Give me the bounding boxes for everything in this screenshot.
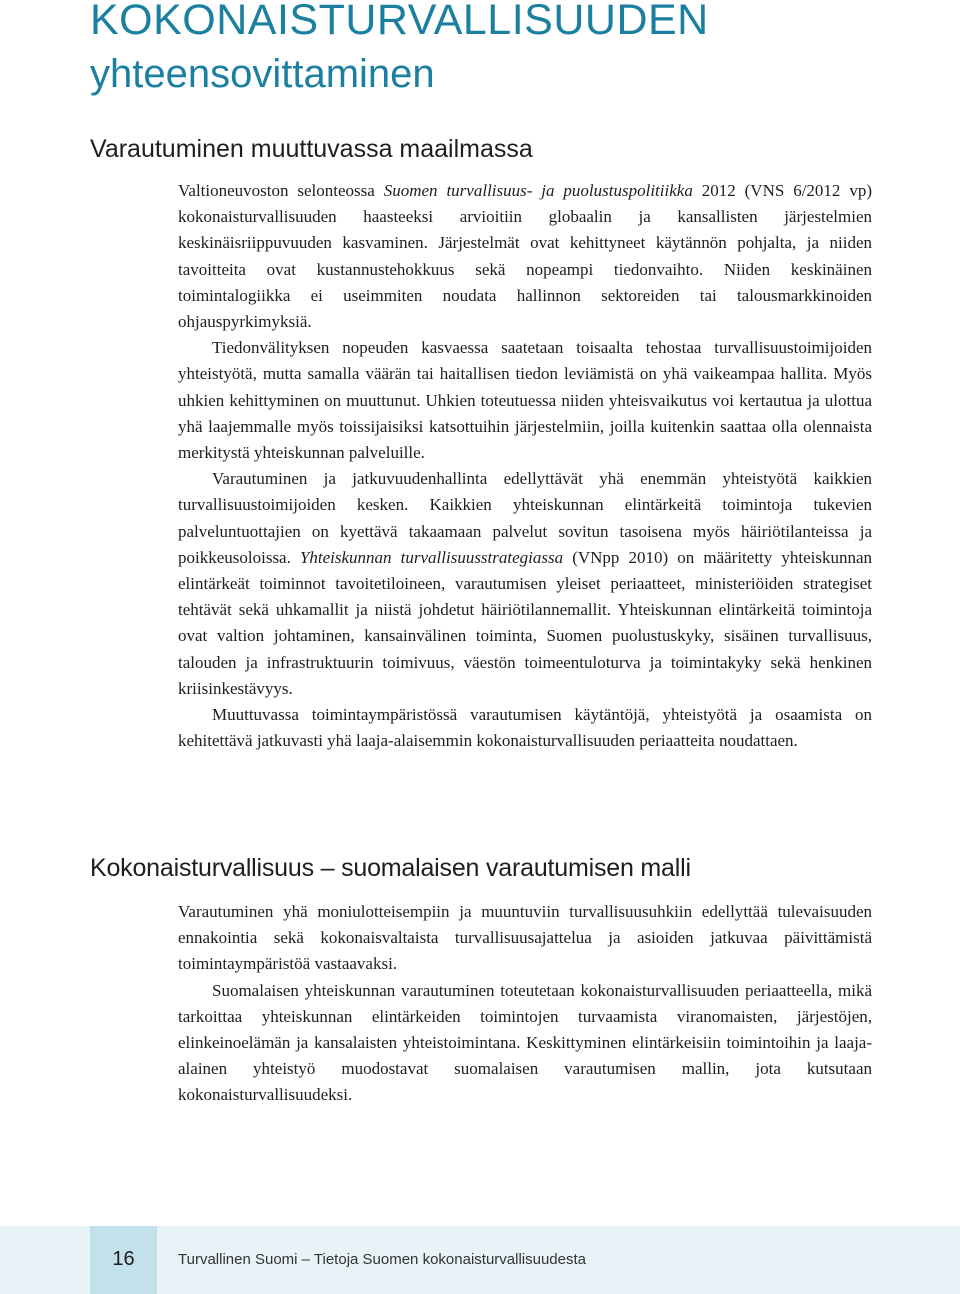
paragraph: Muuttuvassa toimintaympäristössä varautumisen käytäntöjä, yhteistyötä ja osaamista on kehitettävä jatkuvasti yhä laaja-alaisemmin kokonaisturvallisuuden periaatteita noudattaen. <box>178 705 872 751</box>
page-number: 16 <box>112 1248 135 1270</box>
paragraph: Suomalaisen yhteiskunnan varautuminen toteutetaan kokonaisturvallisuuden periaatteella, mikä tarkoittaa yhteiskunnan elintärkeiden toimintojen turvaamista viranomaisten, järjestöjen, elinkeinoelämän ja kansalaisten yhteistoimintana. Keskittyminen elintärkeisiin toimintoihin ja laaja-alainen yhteistyö muodostavat suomalaisen varautumisen mallin, jota kutsutaan kokonaisturvallisuudeksi. <box>178 980 872 1105</box>
page-number-box <box>90 1226 157 1294</box>
footer-publication-title: Turvallinen Suomi – Tietoja Suomen kokonaisturvallisuudesta <box>178 1251 586 1268</box>
paragraph: Valtioneuvoston selonteossa Suomen turvallisuus- ja puolustuspolitiikka 2012 (VNS 6/2012 vp) kokonaisturvallisuuden haasteeksi arvioitiin globaalin ja kansallisten järjestelmien keskinäisriippuvuuden kasvaminen. Järjestelmät ovat kehittyneet käytännön pohjalta, ja niiden tavoitteita ovat kustannustehokkuus sekä nopeampi tiedonvaihto. Niiden keskinäinen toimintalogiikka ei useimmiten noudata hallinnon sektoreiden tai talousmarkkinoiden ohjauspyrkimyksiä. <box>178 181 872 332</box>
paragraph: Varautuminen yhä moniulotteisempiin ja muuntuviin turvallisuusuhkiin edellyttää tulevaisuuden ennakointia sekä kokonaisvaltaista turvallisuusajattelua ja asioiden jatkuvaa päivittämistä toimintaympäristöä vastaavaksi. <box>178 902 872 974</box>
section-body-varautuminen <box>178 178 872 754</box>
page-subtitle: yhteensovittaminen <box>90 52 435 96</box>
section-heading-varautuminen: Varautuminen muuttuvassa maailmassa <box>90 135 533 163</box>
publication-title-italic: Suomen turvallisuus- ja puolustuspolitiikka <box>383 181 693 200</box>
strategy-title-italic: Yhteiskunnan turvallisuusstrategiassa <box>299 547 564 567</box>
paragraph: Varautuminen ja jatkuvuudenhallinta edellyttävät yhä enemmän yhteistyötä kaikkien turvallisuustoimijoiden kesken. Kaikkien yhteiskunnan elintärkeitä toimintoja tukevien palveluntuottajien on kyettävä takaamaan palvelut sovitun tasoisena myös häiriötilanteissa ja poikkeusoloissa. Yhteiskunnan turvallisuusstrategiassa (VNpp 2010) on määritetty yhteiskunnan elintärkeät toiminnot tavoitetiloineen, varautumisen yleiset periaatteet, ministeriöiden strategiset tehtävät sekä uhkamallit ja niistä johdetut häiriötilannemallit. Yhteiskunnan elintärkeitä toimintoja ovat valtion johtaminen, kansainvälinen toiminta, Suomen puolustuskyky, sisäinen turvallisuus, talouden ja infrastruktuurin toimivuus, väestön toimeentuloturva ja toimintakyky sekä henkinen kriisinkestävyys. <box>178 469 873 698</box>
page-title: KOKONAISTURVALLISUUDEN <box>90 0 709 44</box>
section-body-kokonaisturvallisuus <box>178 899 872 1109</box>
page-footer <box>0 1226 960 1294</box>
paragraph: Tiedonvälityksen nopeuden kasvaessa saatetaan toisaalta tehostaa turvallisuustoimijoiden yhteistyötä, mutta samalla väärän tai haitallisen tiedon leviämistä on yhä vaikeampaa hallita. Myös uhkien kehittyminen on muuttunut. Uhkien toteutuessa niiden yhteisvaikutus voi kertautua ja ulottua yhä laajemmalle myös toissijaisiksi katsottuihin järjestelmiin, joilla kuitenkin saattaa olla olennaista merkitystä yhteiskunnan palveluille. <box>178 338 872 463</box>
section-heading-kokonaisturvallisuus: Kokonaisturvallisuus – suomalaisen varautumisen malli <box>90 854 691 882</box>
